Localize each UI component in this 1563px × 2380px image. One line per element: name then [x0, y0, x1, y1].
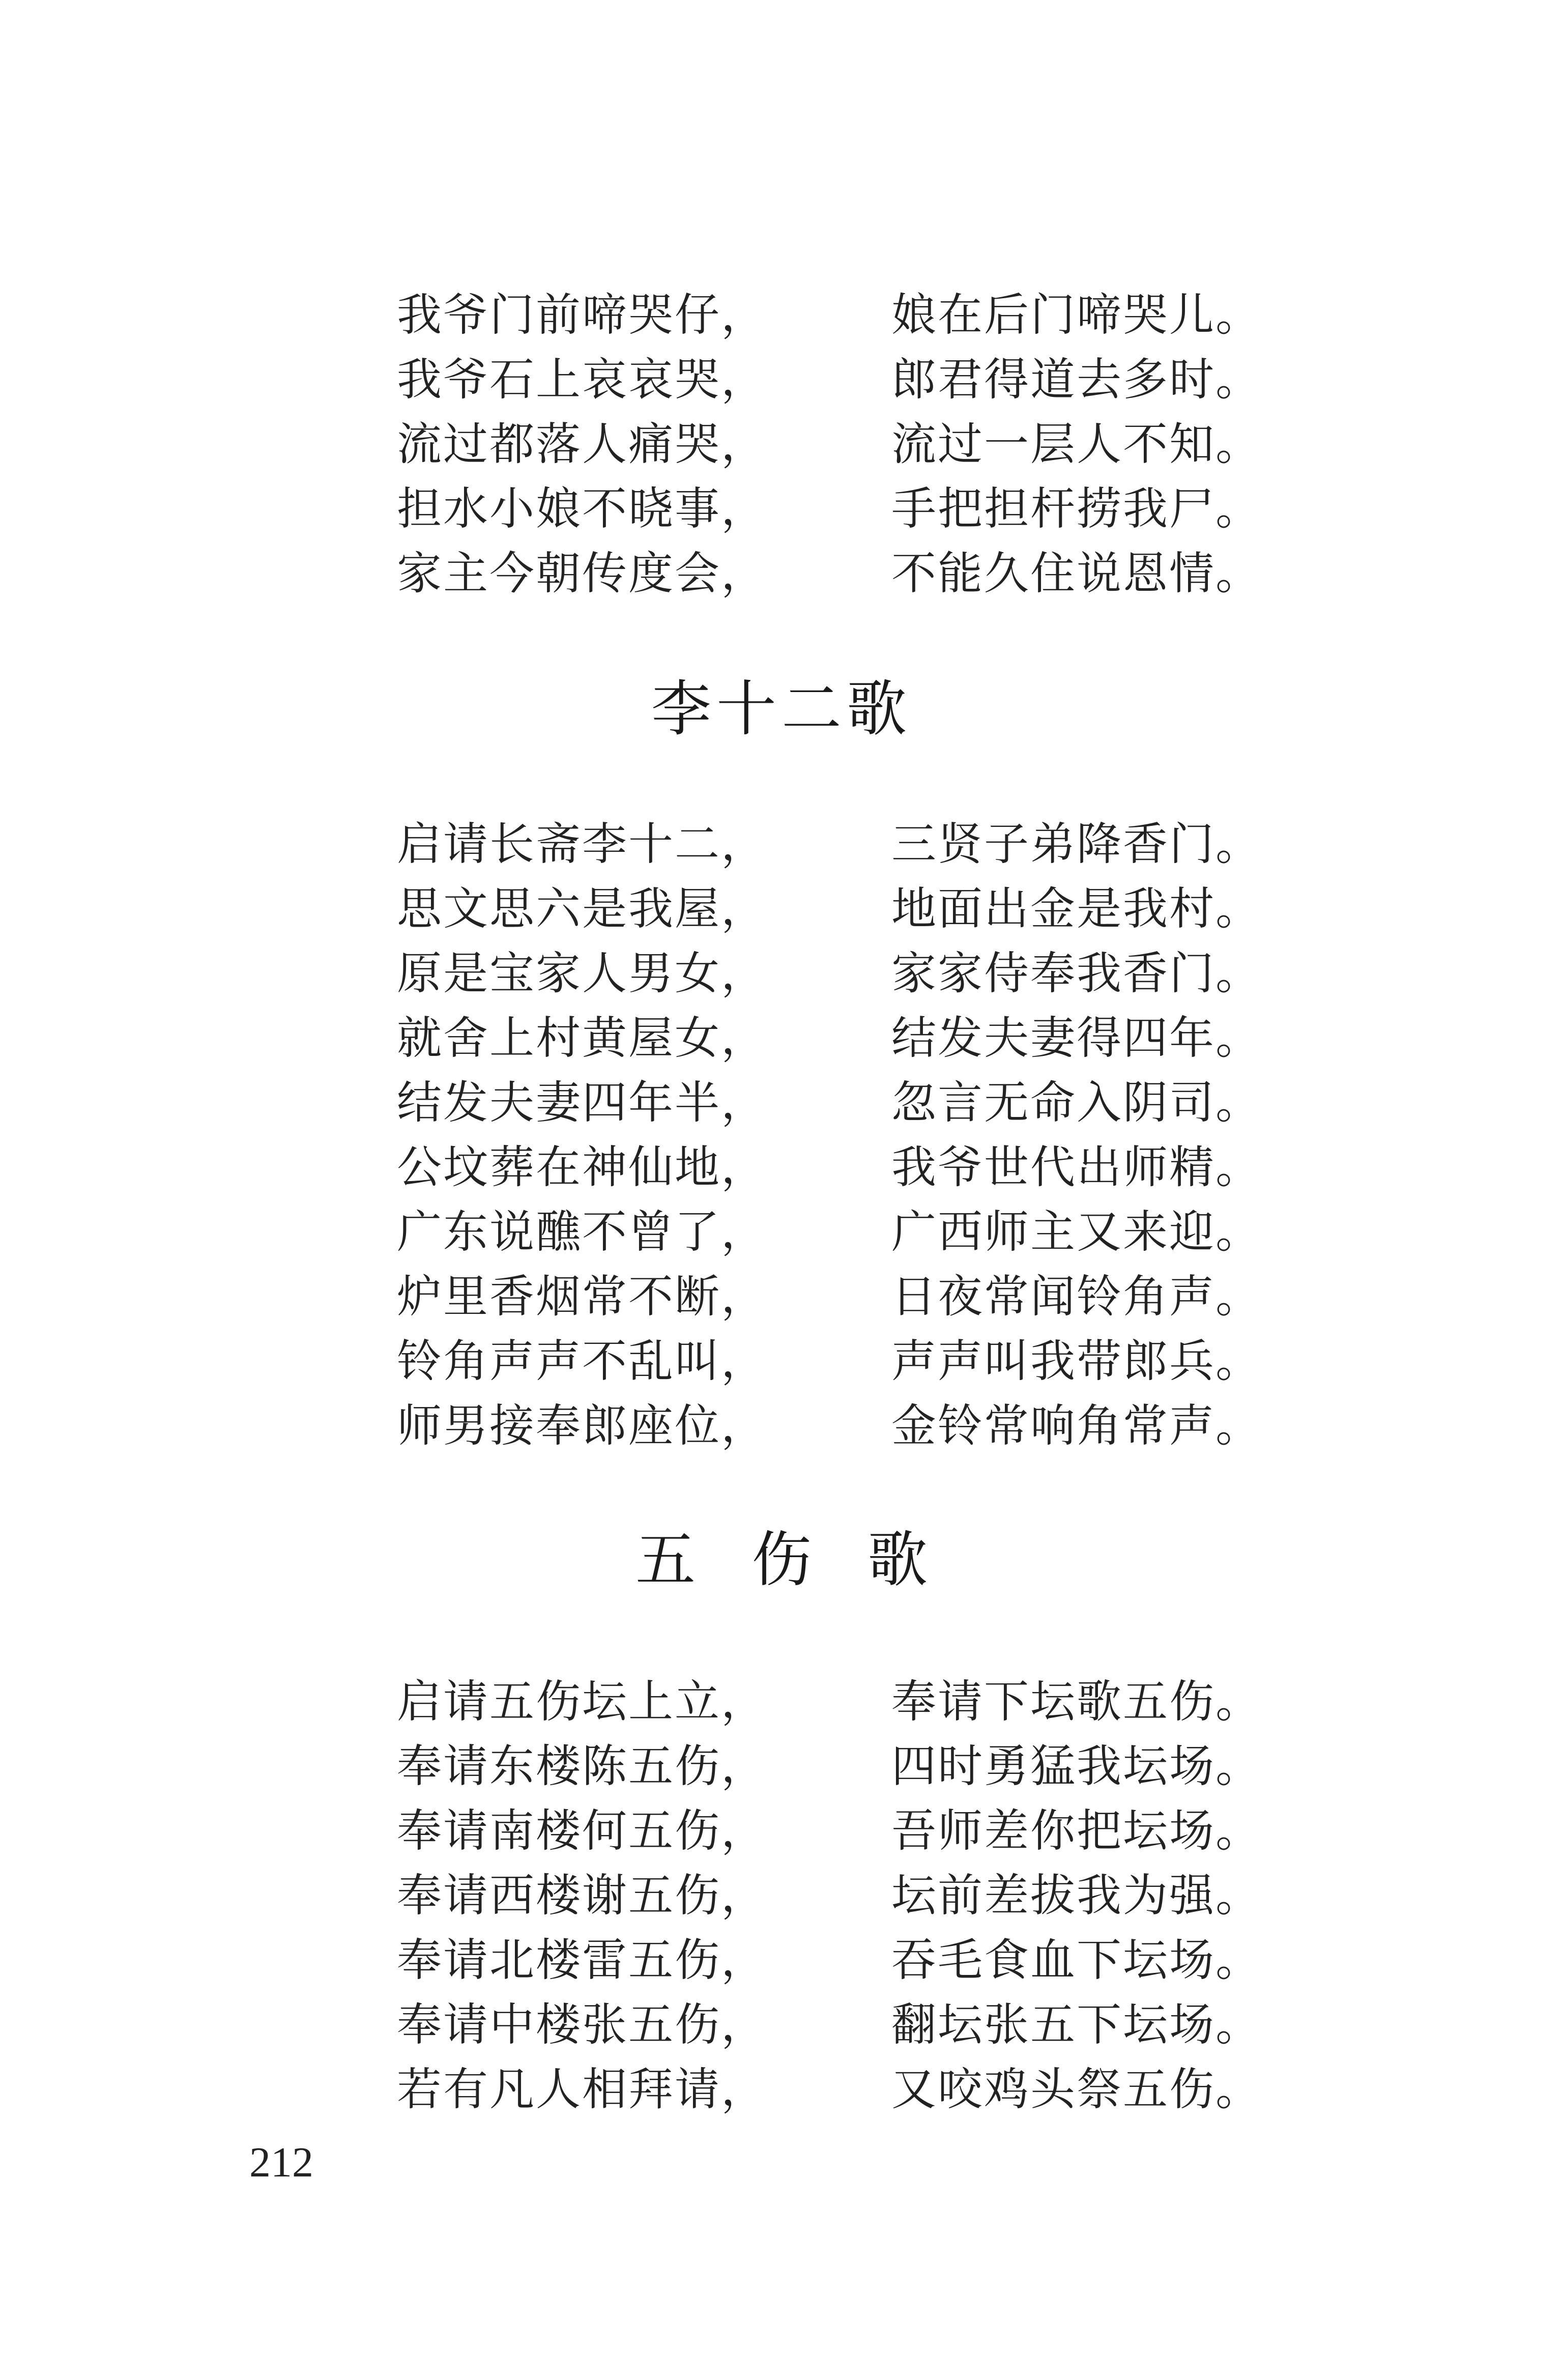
verse-left: 奉请西楼谢五伤，	[397, 1869, 768, 1922]
verse-right: 结发夫妻得四年。	[891, 1012, 1262, 1064]
verse-line	[0, 541, 1563, 606]
verse-right: 手把担杆捞我尸。	[891, 482, 1262, 535]
verse-right: 坛前差拔我为强。	[891, 1869, 1262, 1922]
verse-line	[0, 282, 1563, 347]
verse-line	[0, 1863, 1563, 1928]
section1-verses	[0, 812, 1563, 1458]
verse-left: 家主今朝传度会，	[397, 547, 768, 599]
verse-line	[0, 2057, 1563, 2121]
verse-line	[0, 1006, 1563, 1070]
verse-right: 四时勇猛我坛场。	[891, 1740, 1262, 1792]
verse-right: 娘在后门啼哭儿。	[891, 289, 1262, 341]
verse-left: 奉请东楼陈五伤，	[397, 1740, 768, 1792]
verse-left: 就舍上村黄屋女，	[397, 1012, 768, 1064]
section-title-li-shier: 李十二歌	[651, 674, 912, 744]
verse-right: 吾师差你把坛场。	[891, 1804, 1262, 1857]
verse-left: 思文思六是我屋，	[397, 882, 768, 935]
verse-left: 我爷石上哀哀哭，	[397, 353, 768, 406]
verse-left: 炉里香烟常不断，	[397, 1270, 768, 1323]
verse-line	[0, 476, 1563, 541]
verse-line	[0, 1264, 1563, 1329]
verse-right: 地面出金是我村。	[891, 882, 1262, 935]
verse-right: 日夜常闻铃角声。	[891, 1270, 1262, 1323]
verse-line	[0, 941, 1563, 1006]
verse-left: 奉请北楼雷五伤，	[397, 1934, 768, 1986]
verse-line	[0, 1393, 1563, 1458]
verse-right: 奉请下坛歌五伤。	[891, 1675, 1262, 1728]
page-number: 212	[249, 2139, 313, 2186]
verse-right: 翻坛张五下坛场。	[891, 1998, 1262, 2051]
verse-left: 师男接奉郎座位，	[397, 1399, 768, 1452]
verse-left: 若有凡人相拜请，	[397, 2063, 768, 2115]
verse-right: 郎君得道去多时。	[891, 353, 1262, 406]
verse-right: 忽言无命入阴司。	[891, 1076, 1262, 1129]
verse-right: 三贤子弟降香门。	[891, 818, 1262, 870]
verse-left: 担水小娘不晓事，	[397, 482, 768, 535]
verse-line	[0, 1734, 1563, 1798]
verse-left: 原是宝家人男女，	[397, 947, 768, 999]
verse-right: 吞毛食血下坛场。	[891, 1934, 1262, 1986]
verse-line	[0, 1135, 1563, 1199]
verse-line	[0, 1798, 1563, 1863]
verse-right: 我爷世代出师精。	[891, 1141, 1262, 1193]
verse-left: 广东说醮不曾了，	[397, 1206, 768, 1258]
verse-right: 金铃常响角常声。	[891, 1399, 1262, 1452]
verse-left: 结发夫妻四年半，	[397, 1076, 768, 1129]
section-title-wu-shang: 五伤歌	[635, 1525, 983, 1595]
verse-left: 奉请中楼张五伤，	[397, 1998, 768, 2051]
verse-left: 奉请南楼何五伤，	[397, 1804, 768, 1857]
verse-right: 不能久住说恩情。	[891, 547, 1262, 599]
verse-line	[0, 876, 1563, 941]
verse-right: 广西师主又来迎。	[891, 1206, 1262, 1258]
verse-left: 公坟葬在神仙地，	[397, 1141, 768, 1193]
verse-left: 流过都落人痛哭，	[397, 418, 768, 470]
verse-line	[0, 812, 1563, 876]
verse-line	[0, 1992, 1563, 2057]
verse-right: 家家侍奉我香门。	[891, 947, 1262, 999]
verse-line	[0, 412, 1563, 476]
intro-verses	[0, 282, 1563, 606]
verse-line	[0, 1669, 1563, 1734]
verse-line	[0, 1329, 1563, 1393]
verse-line	[0, 1928, 1563, 1992]
verse-right: 声声叫我带郎兵。	[891, 1335, 1262, 1387]
verse-line	[0, 347, 1563, 412]
verse-left: 启请长斋李十二，	[397, 818, 768, 870]
section2-verses	[0, 1669, 1563, 2121]
verse-right: 流过一层人不知。	[891, 418, 1262, 470]
verse-left: 我爷门前啼哭仔，	[397, 289, 768, 341]
verse-left: 铃角声声不乱叫，	[397, 1335, 768, 1387]
verse-line	[0, 1070, 1563, 1135]
verse-left: 启请五伤坛上立，	[397, 1675, 768, 1728]
verse-right: 又咬鸡头祭五伤。	[891, 2063, 1262, 2115]
verse-line	[0, 1199, 1563, 1264]
